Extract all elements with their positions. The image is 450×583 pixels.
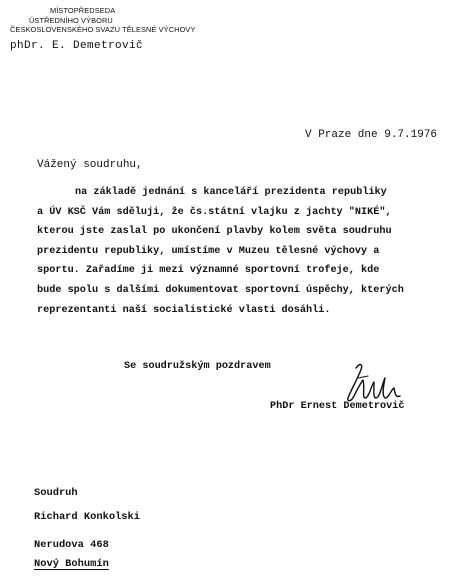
- letterhead-line-3: ČESKOSLOVENSKÉHO SVAZU TĚLESNÉ VÝCHOVY: [10, 25, 196, 35]
- letterhead-line-2: ÚSTŘEDNÍHO VÝBORU: [29, 15, 113, 25]
- addressee-title: Soudruh: [34, 487, 78, 499]
- addressee-street: Nerudova 468: [34, 539, 109, 551]
- body-line: reprezentanti naší socialistické vlasti dosáhli.: [37, 304, 331, 316]
- body-line: a ÚV KSČ Vám sděluji, že čs.státní vlajku z jachty "NIKÉ",: [37, 206, 392, 218]
- body-line: bude spolu s dalšími dokumentovat sportovní úspěchy, kterých: [37, 284, 404, 296]
- letterhead: [10, 6, 195, 35]
- closing: Se soudružským pozdravem: [124, 361, 271, 372]
- sender-name: phDr. E. Demetrovič: [10, 40, 144, 52]
- body-line: prezidentu republiky, umístíme v Muzeu tělesné výchovy a: [37, 245, 380, 257]
- signatory-name: PhDr Ernest Demetrovič: [270, 401, 405, 412]
- body-line: kterou jste zaslal po ukončení plavby kolem světa soudruhu: [37, 226, 392, 238]
- letterhead-line-1: MÍSTOPŘEDSEDA: [50, 6, 116, 15]
- letter-date: V Praze dne 9.7.1976: [305, 129, 438, 141]
- addressee-name: Richard Konkolski: [34, 511, 141, 523]
- salutation: Vážený soudruhu,: [37, 159, 143, 171]
- body-line: na základě jednání s kanceláří prezidenta republiky: [75, 187, 387, 198]
- addressee-city: Nový Bohumín: [34, 558, 109, 570]
- letter-body: [37, 183, 404, 320]
- body-line: sportu. Zařadíme ji mezi významné sportovní trofeje, kde: [37, 265, 380, 277]
